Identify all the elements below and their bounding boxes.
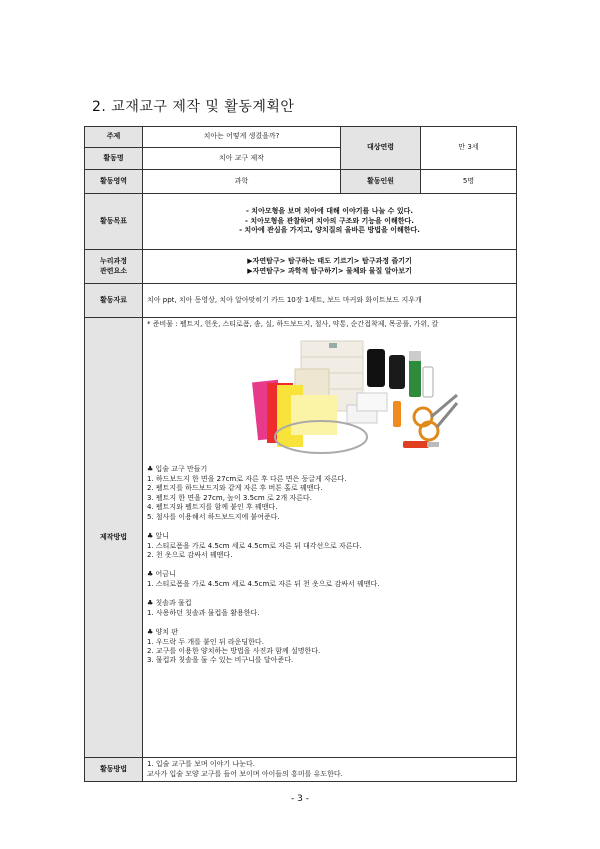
method-cell	[143, 318, 517, 758]
nuri-label-line: 누리과정	[99, 257, 128, 266]
materials-photo	[243, 337, 473, 459]
goal-line: - 치아모형을 관찰하며 치아의 구조와 기능을 이해한다.	[245, 216, 414, 225]
activity-method-cell	[143, 758, 517, 782]
method-step: 5. 철사를 이용해서 하드보드지에 붙여준다.	[147, 512, 280, 521]
nuri-label	[85, 250, 143, 284]
prep-list: * 준비물 : 펠트지, 헌옷, 스티로폼, 솜, 실, 하드보드지, 철사, 약통, 순간접착제, 목공풀, 가위, 칼	[147, 320, 439, 328]
goal-line: - 치아모형을 보며 치아에 대해 이야기를 나눌 수 있다.	[245, 207, 414, 216]
method-step: 1. 스티로폼을 가로 4.5cm 세로 4.5cm로 자른 뒤 천 옷으로 감싸서 꿰맨다.	[147, 579, 380, 588]
method-section-title: ♣ 칫솔과 물컵	[147, 599, 192, 608]
method-section-title: ♣ 어금니	[147, 570, 176, 579]
method-section-title: ♣ 입술 교구 만들기	[147, 465, 208, 474]
method-step: 1. 우드락 두 개를 붙인 뒤 라운딩한다.	[147, 637, 264, 646]
method-step: 4. 펠트지와 펠트지를 함께 붙인 후 꿰맨다.	[147, 503, 278, 512]
area-label: 활동영역	[85, 170, 143, 194]
method-step: 2. 천 옷으로 감싸서 꿰맨다.	[147, 550, 233, 559]
method-step: 1. 사용하던 칫솔과 물컵을 활용한다.	[147, 608, 260, 617]
method-step: 3. 물컵과 칫솔을 둘 수 있는 비구니를 달아준다.	[147, 656, 294, 665]
materials-value: 치아 ppt, 치아 동영상, 치아 알아맞히기 카드 10장 1세트, 보드 마커와 화이트보드 지우개	[143, 284, 517, 318]
target-value: 만 3세	[421, 127, 517, 170]
page-number: - 3 -	[291, 794, 309, 804]
activity-name-value: 치아 교구 제작	[143, 148, 341, 170]
activity-plan-table	[84, 126, 517, 782]
goal-line: - 치아에 관심을 가지고, 양치질의 올바른 방법을 이해한다.	[239, 226, 420, 235]
area-value: 과학	[143, 170, 341, 194]
count-value: 5명	[421, 170, 517, 194]
count-label: 활동인원	[341, 170, 421, 194]
topic-label: 주제	[85, 127, 143, 148]
activity-method-line: 교사가 입술 모양 교구를 들어 보이며 아이들의 흥미를 유도한다.	[147, 769, 343, 778]
activity-method-label: 활동방법	[85, 758, 143, 782]
method-step: 3. 펠트지 한 면을 27cm, 높이 3.5cm 로 2개 자른다.	[147, 493, 312, 502]
activity-method-line: 1. 입술 교구를 보며 이야기 나눈다.	[147, 760, 255, 769]
method-step: 1. 스티로폼을 가로 4.5cm 세로 4.5cm로 자른 뒤 대각선으로 자른다.	[147, 541, 362, 550]
target-label: 대상연령	[341, 127, 421, 170]
goals-label: 활동목표	[85, 194, 143, 250]
method-step: 2. 펠트지를 하드보드지와 같게 자른 후 버튼 홀로 꿰맨다.	[147, 484, 323, 493]
nuri-cell	[143, 250, 517, 284]
materials-label: 활동자료	[85, 284, 143, 318]
section-title: 2. 교재교구 제작 및 활동계획안	[92, 99, 295, 115]
method-instructions	[147, 465, 512, 665]
activity-name-label: 활동명	[85, 148, 143, 170]
method-step: 2. 교구를 이용한 양치하는 방법을 사진과 함께 설명한다.	[147, 647, 321, 655]
nuri-label-line: 관련요소	[99, 266, 128, 275]
method-section-title: ♣ 앞니	[147, 532, 170, 541]
goals-cell	[143, 194, 517, 250]
method-label: 제작방법	[85, 318, 143, 758]
method-section-title: ♣ 양치 판	[147, 628, 179, 637]
nuri-line: ▶자연탐구> 과학적 탐구하기> 물체와 물질 알아보기	[247, 266, 412, 275]
topic-value: 치아는 어떻게 생겼을까?	[143, 127, 341, 148]
nuri-line: ▶자연탐구> 탐구하는 태도 기르기> 탐구과정 즐기기	[247, 257, 412, 266]
materials-photo-illustration	[243, 337, 473, 459]
method-step: 1. 하드보드지 한 면을 27cm로 자른 후 다른 면은 둥글게 자른다.	[147, 474, 347, 483]
